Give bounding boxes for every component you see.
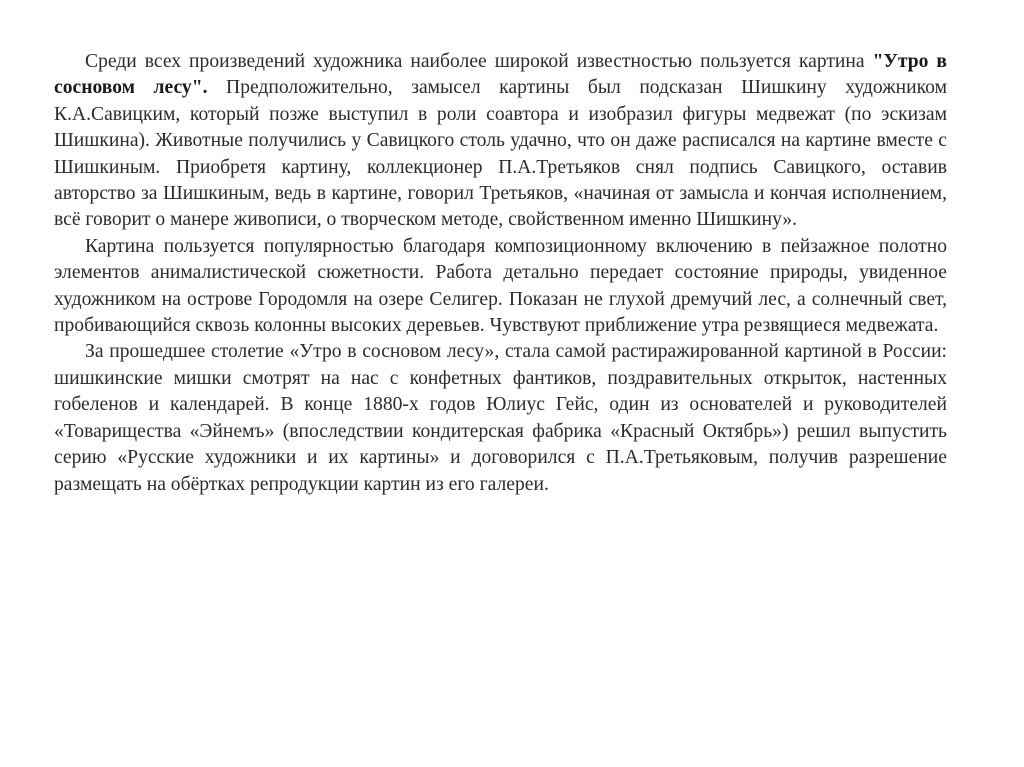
paragraph-2: Картина пользуется популярностью благодаря композиционному включению в пейзажное полотно элементов анималистической сюжетности. Работа детально передает состояние природы, увиденное художником на острове Городомля на озере Селигер. Показан не глухой дремучий лес, а солнечный свет, пробивающийся сквозь колонны высоких деревьев. Чувствуют приближение утра резвящиеся медвежата. <box>54 235 947 337</box>
text-block <box>54 49 947 498</box>
paragraph-3: За прошедшее столетие «Утро в сосновом лесу», стала самой растиражированной картиной в России: шишкинские мишки смотрят на нас с конфетных фантиков, поздравительных открыток, настенных гобеленов и календарей. В конце 1880-х годов Юлиус Гейс, один из основателей и руководителей «Товарищества «Эйнемъ» (впоследствии кондитерская фабрика «Красный Октябрь») решил выпустить серию «Русские художники и их картины» и договорился с П.А.Третьяковым, получив разрешение размещать на обёртках репродукции картин из его галереи. <box>54 341 947 495</box>
paragraph-1-body: Предположительно, замысел картины был подсказан Шишкину художником К.А.Савицким, который позже выступил в роли соавтора и изобразил фигуры медвежат (по эскизам Шишкина). Животные получились у Савицкого столь удачно, что он даже расписался на картине вместе с Шишкиным. Приобретя картину, коллекционер П.А.Третьяков снял подпись Савицкого, оставив авторство за Шишкиным, ведь в картине, говорил Третьяков, «начиная от замысла и кончая исполнением, всё говорит о манере живописи, о творческом методе, свойственном именно Шишкину». <box>54 77 947 231</box>
paragraph-1-intro: Среди всех произведений художника наиболее широкой известностью пользуется картина <box>85 51 873 72</box>
painting-title: "Утро в сосновом лесу". <box>54 51 947 99</box>
paragraph-1 <box>54 49 947 234</box>
